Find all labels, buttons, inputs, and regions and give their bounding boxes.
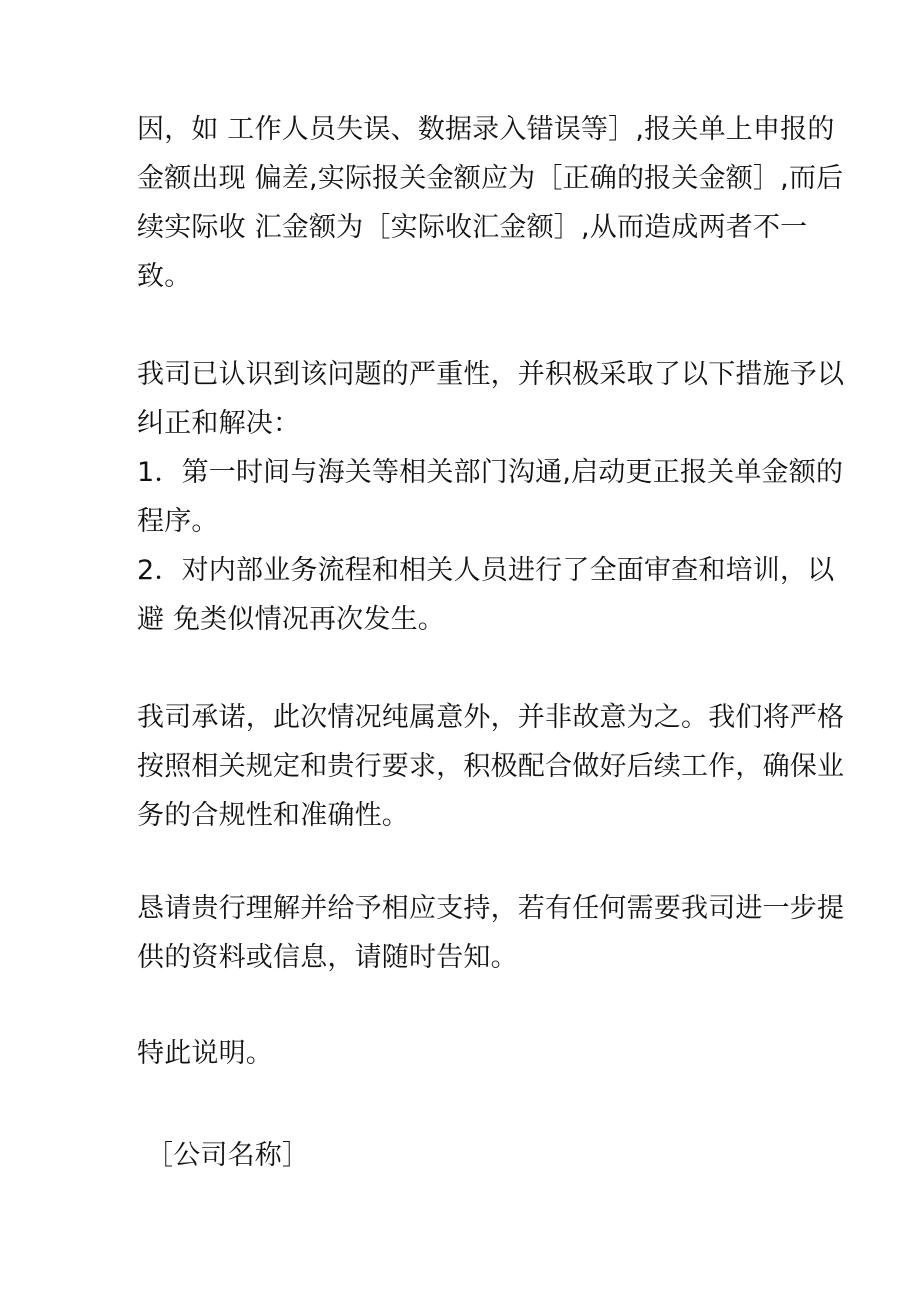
paragraph-2-line-2: 纠正和解决： [137, 408, 301, 439]
measure-item-1-line-2: 程序。 [137, 506, 219, 537]
paragraph-1-line-3: 续实际收 汇金额为［实际收汇金额］,从而造成两者不一 [137, 212, 808, 243]
paragraph-3-line-3: 务的合规性和准确性。 [137, 800, 409, 831]
paragraph-4-line-2: 供的资料或信息，请随时告知。 [137, 942, 518, 973]
closing-statement: 特此说明。 [137, 1038, 273, 1069]
paragraph-3-line-2: 按照相关规定和贵行要求，积极配合做好后续工作，确保业 [137, 751, 845, 782]
paragraph-4-line-1: 恳请贵行理解并给予相应支持，若有任何需要我司进一步提 [137, 893, 845, 924]
paragraph-3-line-1: 我司承诺，此次情况纯属意外，并非故意为之。我们将严格 [137, 702, 845, 733]
paragraph-2-line-1: 我司已认识到该问题的严重性，并积极采取了以下措施予以 [137, 359, 845, 390]
paragraph-1-line-2: 金额出现 偏差,实际报关金额应为［正确的报关金额］,而后 [137, 163, 844, 194]
paragraph-1-line-4: 致。 [137, 261, 192, 292]
company-name-placeholder: ［公司名称］ [146, 1140, 310, 1171]
paragraph-1-line-1: 因，如 工作人员失误、数据录入错误等］,报关单上申报的 [137, 114, 835, 145]
measure-item-1-line-1: 1．第一时间与海关等相关部门沟通,启动更正报关单金额的 [137, 457, 844, 488]
measure-item-2-line-1: 2．对内部业务流程和相关人员进行了全面审查和培训，以 [137, 555, 835, 586]
measure-item-2-line-2: 避 免类似情况再次发生。 [137, 604, 445, 635]
